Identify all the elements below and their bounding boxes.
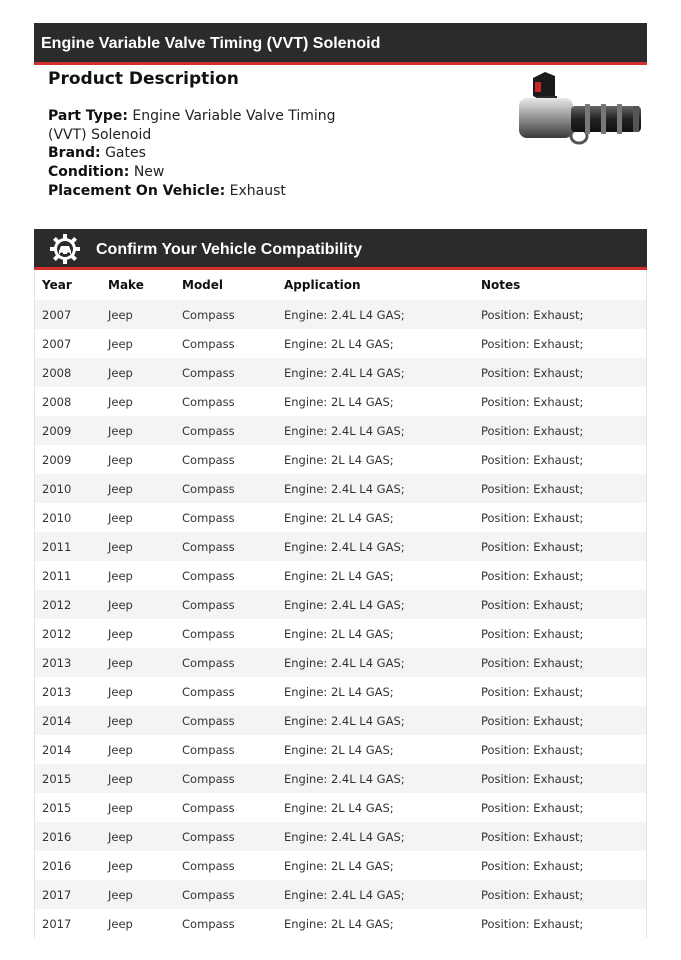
cell-year: 2015 bbox=[42, 800, 72, 815]
table-row bbox=[35, 474, 646, 503]
column-header-make: Make bbox=[101, 270, 175, 300]
column-header-year: Year bbox=[35, 270, 101, 300]
cell-application: Engine: 2L L4 GAS; bbox=[284, 684, 394, 699]
page-title-bar bbox=[34, 23, 647, 65]
cell-notes: Position: Exhaust; bbox=[481, 858, 584, 873]
cell-year: 2015 bbox=[42, 771, 72, 786]
cell-make: Jeep bbox=[108, 858, 133, 873]
cell-notes: Position: Exhaust; bbox=[481, 452, 584, 467]
cell-model: Compass bbox=[182, 336, 235, 351]
cell-make: Jeep bbox=[108, 481, 133, 496]
table-row bbox=[35, 445, 646, 474]
table-row bbox=[35, 648, 646, 677]
cell-application: Engine: 2.4L L4 GAS; bbox=[284, 539, 405, 554]
cell-notes: Position: Exhaust; bbox=[481, 742, 584, 757]
cell-application: Engine: 2L L4 GAS; bbox=[284, 916, 394, 931]
cell-make: Jeep bbox=[108, 684, 133, 699]
cell-year: 2017 bbox=[42, 887, 72, 902]
cell-make: Jeep bbox=[108, 655, 133, 670]
cell-application: Engine: 2L L4 GAS; bbox=[284, 336, 394, 351]
cell-make: Jeep bbox=[108, 510, 133, 525]
compatibility-table bbox=[35, 270, 646, 938]
cell-make: Jeep bbox=[108, 452, 133, 467]
field-part-type bbox=[48, 107, 348, 144]
cell-application: Engine: 2L L4 GAS; bbox=[284, 394, 394, 409]
table-row bbox=[35, 590, 646, 619]
cell-year: 2013 bbox=[42, 684, 72, 699]
field-condition bbox=[48, 163, 348, 182]
cell-application: Engine: 2.4L L4 GAS; bbox=[284, 597, 405, 612]
cell-notes: Position: Exhaust; bbox=[481, 626, 584, 641]
field-label: Brand: bbox=[48, 145, 101, 162]
cell-application: Engine: 2L L4 GAS; bbox=[284, 800, 394, 815]
cell-year: 2016 bbox=[42, 829, 72, 844]
cell-make: Jeep bbox=[108, 916, 133, 931]
cell-notes: Position: Exhaust; bbox=[481, 597, 584, 612]
cell-model: Compass bbox=[182, 771, 235, 786]
cell-notes: Position: Exhaust; bbox=[481, 713, 584, 728]
cell-notes: Position: Exhaust; bbox=[481, 336, 584, 351]
gear-car-icon bbox=[49, 233, 81, 265]
cell-application: Engine: 2.4L L4 GAS; bbox=[284, 713, 405, 728]
table-body bbox=[35, 300, 646, 938]
cell-application: Engine: 2.4L L4 GAS; bbox=[284, 829, 405, 844]
cell-application: Engine: 2.4L L4 GAS; bbox=[284, 771, 405, 786]
table-row bbox=[35, 909, 646, 938]
table-row bbox=[35, 532, 646, 561]
cell-model: Compass bbox=[182, 510, 235, 525]
cell-year: 2009 bbox=[42, 423, 72, 438]
table-row bbox=[35, 851, 646, 880]
cell-notes: Position: Exhaust; bbox=[481, 394, 584, 409]
cell-application: Engine: 2.4L L4 GAS; bbox=[284, 307, 405, 322]
cell-year: 2011 bbox=[42, 539, 72, 554]
table-header-row bbox=[35, 270, 646, 300]
cell-model: Compass bbox=[182, 539, 235, 554]
cell-year: 2016 bbox=[42, 858, 72, 873]
cell-year: 2011 bbox=[42, 568, 72, 583]
cell-model: Compass bbox=[182, 742, 235, 757]
cell-application: Engine: 2L L4 GAS; bbox=[284, 742, 394, 757]
table-row bbox=[35, 300, 646, 329]
table-row bbox=[35, 561, 646, 590]
vvt-solenoid-image bbox=[515, 68, 643, 148]
description-heading: Product Description bbox=[48, 69, 239, 89]
cell-model: Compass bbox=[182, 394, 235, 409]
cell-notes: Position: Exhaust; bbox=[481, 365, 584, 380]
cell-year: 2012 bbox=[42, 626, 72, 641]
compatibility-header bbox=[34, 229, 647, 270]
cell-make: Jeep bbox=[108, 713, 133, 728]
cell-application: Engine: 2.4L L4 GAS; bbox=[284, 481, 405, 496]
cell-notes: Position: Exhaust; bbox=[481, 829, 584, 844]
cell-model: Compass bbox=[182, 829, 235, 844]
cell-application: Engine: 2.4L L4 GAS; bbox=[284, 365, 405, 380]
cell-model: Compass bbox=[182, 481, 235, 496]
field-value: Gates bbox=[105, 145, 146, 162]
cell-notes: Position: Exhaust; bbox=[481, 771, 584, 786]
cell-year: 2007 bbox=[42, 307, 72, 322]
cell-model: Compass bbox=[182, 916, 235, 931]
page-title: Engine Variable Valve Timing (VVT) Solenoid bbox=[41, 35, 381, 52]
column-header-model: Model bbox=[175, 270, 277, 300]
cell-notes: Position: Exhaust; bbox=[481, 800, 584, 815]
cell-year: 2013 bbox=[42, 655, 72, 670]
cell-model: Compass bbox=[182, 713, 235, 728]
cell-model: Compass bbox=[182, 307, 235, 322]
cell-notes: Position: Exhaust; bbox=[481, 887, 584, 902]
field-brand bbox=[48, 144, 348, 163]
cell-application: Engine: 2L L4 GAS; bbox=[284, 568, 394, 583]
table-row bbox=[35, 387, 646, 416]
cell-make: Jeep bbox=[108, 394, 133, 409]
cell-notes: Position: Exhaust; bbox=[481, 510, 584, 525]
cell-year: 2010 bbox=[42, 481, 72, 496]
cell-notes: Position: Exhaust; bbox=[481, 481, 584, 496]
cell-model: Compass bbox=[182, 597, 235, 612]
cell-notes: Position: Exhaust; bbox=[481, 568, 584, 583]
cell-make: Jeep bbox=[108, 742, 133, 757]
cell-year: 2008 bbox=[42, 365, 72, 380]
cell-model: Compass bbox=[182, 887, 235, 902]
cell-year: 2010 bbox=[42, 510, 72, 525]
table-row bbox=[35, 677, 646, 706]
cell-model: Compass bbox=[182, 365, 235, 380]
cell-make: Jeep bbox=[108, 771, 133, 786]
cell-notes: Position: Exhaust; bbox=[481, 684, 584, 699]
cell-make: Jeep bbox=[108, 829, 133, 844]
field-value: New bbox=[133, 164, 165, 181]
cell-notes: Position: Exhaust; bbox=[481, 655, 584, 670]
table-row bbox=[35, 880, 646, 909]
cell-application: Engine: 2.4L L4 GAS; bbox=[284, 655, 405, 670]
field-value: Engine Variable Valve Timing (VVT) Solenoid bbox=[48, 108, 336, 143]
table-row bbox=[35, 503, 646, 532]
cell-model: Compass bbox=[182, 800, 235, 815]
product-description bbox=[48, 68, 348, 201]
cell-model: Compass bbox=[182, 452, 235, 467]
cell-model: Compass bbox=[182, 684, 235, 699]
field-label: Condition: bbox=[48, 164, 130, 181]
compatibility-title: Confirm Your Vehicle Compatibility bbox=[96, 241, 363, 258]
field-placement bbox=[48, 182, 348, 201]
table-row bbox=[35, 358, 646, 387]
cell-notes: Position: Exhaust; bbox=[481, 423, 584, 438]
cell-year: 2007 bbox=[42, 336, 72, 351]
cell-make: Jeep bbox=[108, 800, 133, 815]
cell-year: 2012 bbox=[42, 597, 72, 612]
cell-make: Jeep bbox=[108, 626, 133, 641]
cell-application: Engine: 2L L4 GAS; bbox=[284, 510, 394, 525]
table-row bbox=[35, 416, 646, 445]
cell-make: Jeep bbox=[108, 539, 133, 554]
column-header-application: Application bbox=[277, 270, 474, 300]
cell-notes: Position: Exhaust; bbox=[481, 916, 584, 931]
field-value: Exhaust bbox=[229, 182, 286, 199]
cell-make: Jeep bbox=[108, 307, 133, 322]
cell-application: Engine: 2.4L L4 GAS; bbox=[284, 423, 405, 438]
cell-make: Jeep bbox=[108, 365, 133, 380]
field-label: Part Type: bbox=[48, 108, 128, 124]
table-row bbox=[35, 329, 646, 358]
table-row bbox=[35, 764, 646, 793]
cell-year: 2014 bbox=[42, 713, 72, 728]
cell-notes: Position: Exhaust; bbox=[481, 539, 584, 554]
table-row bbox=[35, 822, 646, 851]
cell-model: Compass bbox=[182, 858, 235, 873]
cell-make: Jeep bbox=[108, 887, 133, 902]
cell-year: 2014 bbox=[42, 742, 72, 757]
cell-model: Compass bbox=[182, 626, 235, 641]
table-row bbox=[35, 619, 646, 648]
cell-model: Compass bbox=[182, 655, 235, 670]
table-row bbox=[35, 706, 646, 735]
cell-application: Engine: 2L L4 GAS; bbox=[284, 626, 394, 641]
cell-model: Compass bbox=[182, 568, 235, 583]
cell-make: Jeep bbox=[108, 597, 133, 612]
cell-model: Compass bbox=[182, 423, 235, 438]
cell-application: Engine: 2.4L L4 GAS; bbox=[284, 887, 405, 902]
cell-year: 2008 bbox=[42, 394, 72, 409]
cell-application: Engine: 2L L4 GAS; bbox=[284, 452, 394, 467]
compatibility-table-container bbox=[34, 270, 647, 938]
cell-make: Jeep bbox=[108, 423, 133, 438]
cell-notes: Position: Exhaust; bbox=[481, 307, 584, 322]
cell-year: 2009 bbox=[42, 452, 72, 467]
cell-make: Jeep bbox=[108, 568, 133, 583]
cell-year: 2017 bbox=[42, 916, 72, 931]
table-row bbox=[35, 735, 646, 764]
cell-application: Engine: 2L L4 GAS; bbox=[284, 858, 394, 873]
column-header-notes: Notes bbox=[474, 270, 646, 300]
table-row bbox=[35, 793, 646, 822]
field-label: Placement On Vehicle: bbox=[48, 182, 226, 199]
cell-make: Jeep bbox=[108, 336, 133, 351]
